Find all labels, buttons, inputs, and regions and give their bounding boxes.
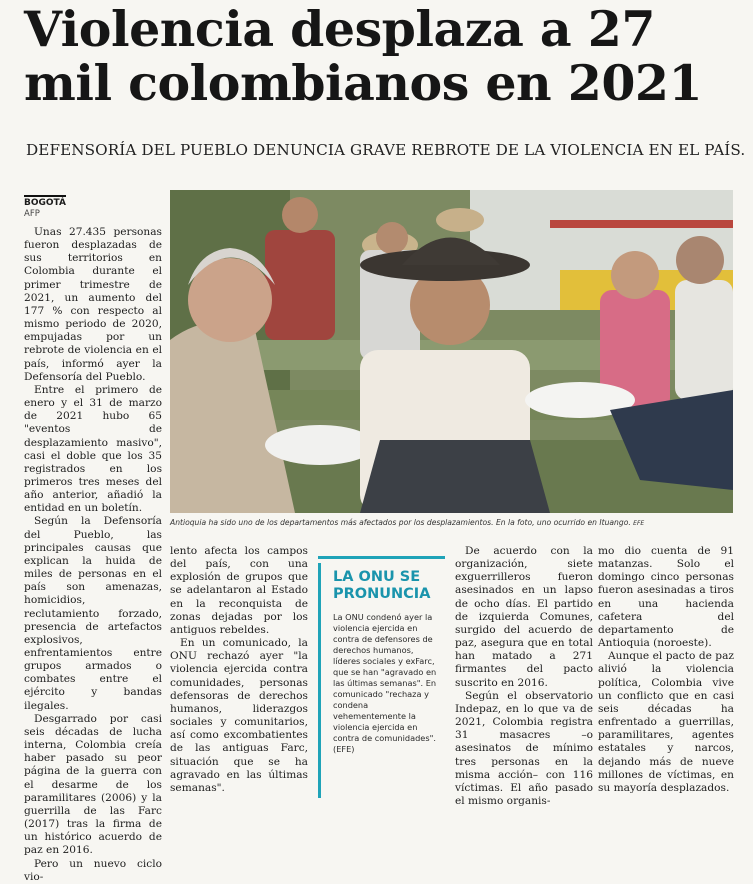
sidebar-top-rule (318, 556, 445, 559)
dateline-agency: AFP (24, 209, 40, 219)
news-photo (170, 190, 733, 513)
paragraph: Unas 27.435 personas fueron desplazadas de sus territorios en Colombia durante el primer trimestre de 2021, un aumento del 177 % con respecto al mismo periodo de 2020, empujadas por un rebrote de violencia en el país, informó ayer la Defensoría del Pueblo. (24, 226, 162, 383)
paragraph: Desgarrado por casi seis décadas de lucha interna, Colombia creía haber pasado su peor página de la guerra con el desarme de los paramilitares (2006) y la guerrilla de las Farc (2017) tras la firma de un histórico acuerdo de paz en 2016. (24, 712, 162, 857)
paragraph: Entre el primero de enero y el 31 de marzo de 2021 hubo 65 "eventos de desplazamiento masivo", casi el doble que los 35 registrados en los primeros tres meses del año anterior, añadió la entidad en un boletín. (24, 383, 162, 515)
headline-line-1: Violencia desplaza a 27 (24, 0, 655, 58)
paragraph: Pero un nuevo ciclo vio- (24, 857, 162, 883)
paragraph: Aunque el pacto de paz alivió la violencia política, Colombia vive un conflicto que en casi seis décadas ha enfrentado a guerrillas, paramilitares, agentes estatales y narcos, dejando más de nueve millones de víctimas, en su mayoría desplazados. (598, 650, 734, 794)
paragraph: lento afecta los campos del país, con una explosión de grupos que se adelantaron al Estado en la reconquista de zonas dejadas por los antiguos rebeldes. (170, 545, 308, 636)
article-column-1 (24, 226, 162, 884)
photo-credit: EFE (633, 520, 645, 527)
article-column-2 (170, 545, 308, 795)
paragraph: mo dio cuenta de 91 matanzas. Solo el domingo cinco personas fueron asesinadas a tiros en una hacienda cafetera del departamento de Antioquia (noroeste). (598, 545, 734, 650)
photo-caption-text: Antioquia ha sido uno de los departamentos más afectados por los desplazamientos. En la foto, uno ocurrido en Ituango. (170, 518, 631, 527)
paragraph: De acuerdo con la organización, siete exguerrilleros fueron asesinados en un lapso de ocho días. El partido de izquierda Comunes, surgido del acuerdo de paz, asegura que en total han matado a 271 firmantes del pacto suscrito en 2016. (455, 545, 593, 689)
dateline (24, 190, 66, 219)
paragraph: Según la Defensoría del Pueblo, las principales causas que explican la huida de miles de personas en el país son amenazas, homicidios, reclutamiento forzado, presencia de artefactos explosivos, enfrentamientos entre grupos armados o combates entre el ejército y bandas ilegales. (24, 515, 162, 712)
article-column-4 (598, 545, 734, 795)
photo-caption (170, 518, 735, 527)
sidebar-box (318, 563, 445, 798)
sidebar-text: La ONU condenó ayer la violencia ejercida en contra de defensores de derechos humanos, líderes sociales y exFarc, que se han "agravado en las últimas semanas". En comunicado "rechaza y condena vehementemente la violencia ejercida en contra de comunidades". (EFE) (333, 612, 437, 754)
headline-line-2: mil colombianos en 2021 (24, 54, 703, 112)
headline (24, 2, 739, 110)
sidebar-title: LA ONU SE PRONUNCIA (333, 569, 431, 602)
dateline-place: BOGOTÁ (24, 195, 66, 208)
subheadline: DEFENSORÍA DEL PUEBLO DENUNCIA GRAVE REBROTE DE LA VIOLENCIA EN EL PAÍS. (26, 141, 746, 159)
paragraph: Según el observatorio Indepaz, en lo que va de 2021, Colombia registra 31 masacres –o asesinatos de mínimo tres personas en la misma acción– con 116 víctimas. El año pasado el mismo organis- (455, 689, 593, 807)
article-column-3 (455, 545, 593, 808)
paragraph: En un comunicado, la ONU rechazó ayer "la violencia ejercida contra comunidades, personas defensoras de derechos humanos, liderazgos sociales y comunitarios, así como excombatientes de las antiguas Farc, situación que se ha agravado en las últimas semanas". (170, 637, 308, 794)
